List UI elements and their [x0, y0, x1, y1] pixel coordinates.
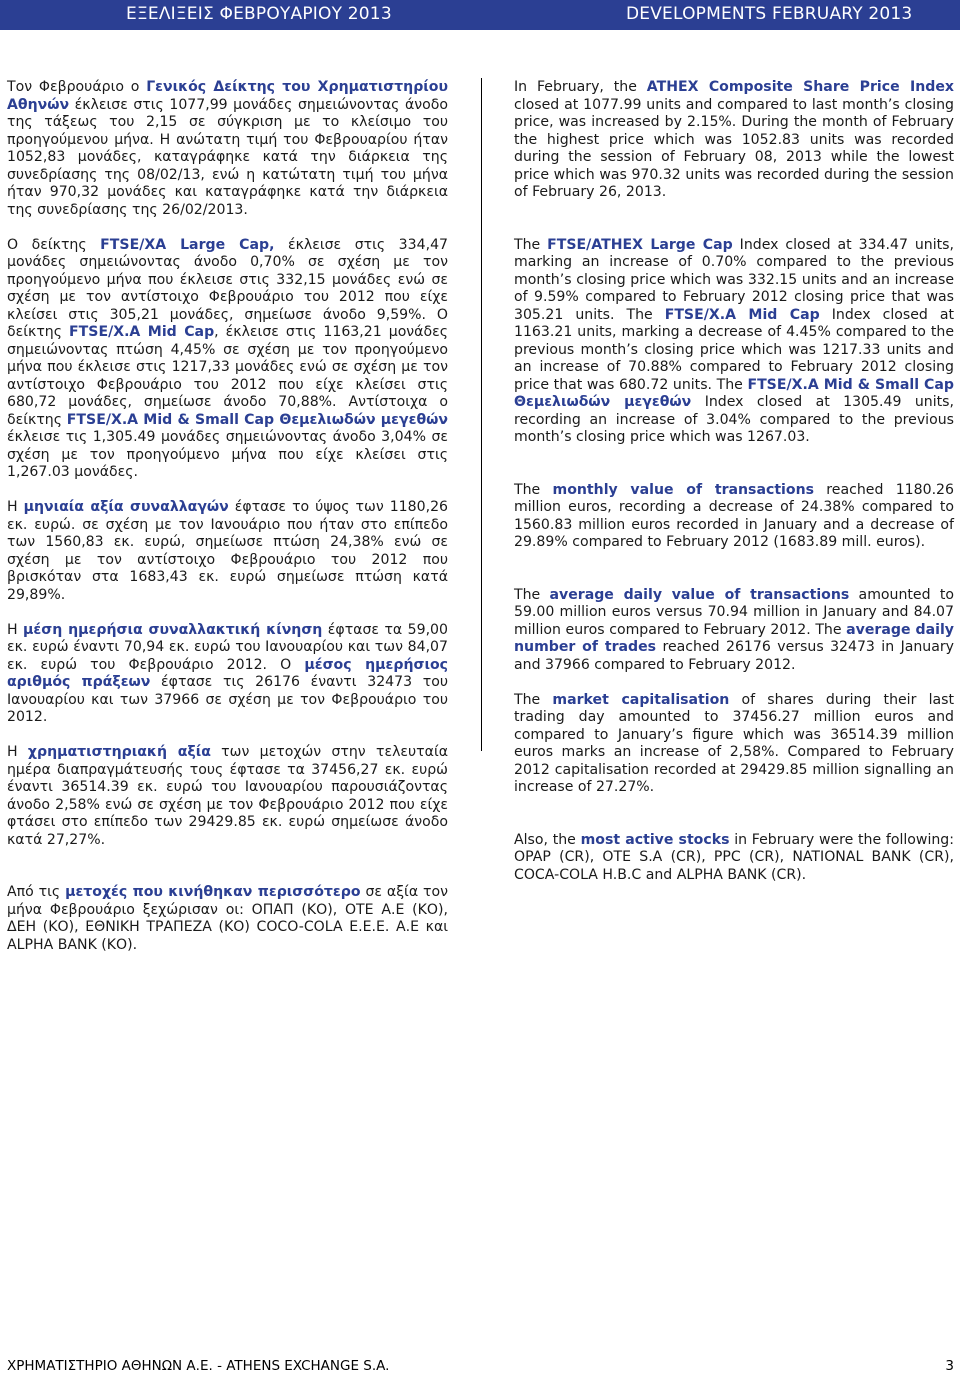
- english-paragraph-daily-activity: The average daily value of transactions amounted to 59.00 million euros versus 70.94 million in January and 84.07 million euros compared to February 2012. The average daily number of trades reached 26176 versus 32473 in January and 37966 compared to February 2012.: [514, 586, 954, 673]
- footer-organization: ΧΡΗΜΑΤΙΣΤΗΡΙΟ ΑΘΗΝΩΝ Α.Ε. - ATHENS EXCHANGE S.A.: [7, 1358, 390, 1374]
- english-paragraph-active-stocks: Also, the most active stocks in February were the following: OPAP (CR), OTE S.A (CR), PPC (CR), NATIONAL BANK (CR), COCA-COLA H.B.C and ALPHA BANK (CR).: [514, 831, 954, 883]
- greek-paragraph-market-cap: Η χρηματιστηριακή αξία των μετοχών στην τελευταία ημέρα διαπραγμάτευσής τους έφτασε τα 37456,27 εκ. ευρώ έναντι 36514.39 εκ. ευρώ του Ιανουαρίου παρουσιάζοντας άνοδο 2,58% ενώ σε σχέση με τον Φεβρουάριο 2012 που είχε φτάσει στο επίπεδο των 29429.85 εκ. ευρώ σημείωσε άνοδο κατά 27,27%.: [7, 744, 449, 848]
- greek-paragraph-monthly-value: Η μηνιαία αξία συναλλαγών έφτασε το ύψος των 1180,26 εκ. ευρώ. σε σχέση με τον Ιανουάριο που ήταν στο επίπεδο των 1560,83 εκ. ευρώ, σημείωσε πτώση 24,38% ενώ σε σχέση με τον αντίστοιχο Φεβρουάριο του 2012 που βρισκόταν στα 1683,43 εκ. ευρώ σημείωσε πτώση κατά 29,89%.: [7, 499, 448, 603]
- english-paragraph-market-cap: The market capitalisation of shares during their last trading day amounted to 37456.27 million euros and compared to January’s figure which was 36514.39 million euros marks an increase of 2,58%. Compared to February 2012 capitalisation recorded at 29429.85 million signalling an increase of 27.27%.: [514, 691, 954, 795]
- greek-paragraph-ftse-indices: Ο δείκτης FTSE/XA Large Cap, έκλεισε στις 334,47 μονάδες σημειώνοντας άνοδο 0,70% σε σχέση με τον προηγούμενο μήνα που έκλεισε στις 332,15 μονάδες ενώ σε σχέση με τον αντίστοιχο Φεβρουάριο του 2012 που είχε κλείσει στις 305,21 μονάδες, σημείωσε άνοδο 9,59%. Ο δείκτης FTSE/X.A Mid Cap, έκλεισε στις 1163,21 μονάδες σημειώνοντας πτώση 4,45% σε σχέση με τον προηγούμενο μήνα που έκλεισε στις 1217,33 μονάδες ενώ σε σχέση με τον αντίστοιχο Φεβρουάριο του 2012 που είχε κλείσει στις 680,72 μονάδες, σημείωσε άνοδο 70,88%. Αντίστοιχα ο δείκτης FTSE/X.A Mid & Small Cap Θεμελιωδών μεγεθών έκλεισε τις 1,305.49 μονάδες σημειώνοντας άνοδο 3,04% σε σχέση με τον προηγούμενο μήνα που είχε κλείσει στις 1,267.03 μονάδες.: [7, 236, 448, 480]
- greek-paragraph-active-stocks: Από τις μετοχές που κινήθηκαν περισσότερο σε αξία τον μήνα Φεβρουάριο ξεχώρισαν οι: ΟΠΑΠ (ΚΟ), ΟΤΕ Α.Ε (ΚΟ), ΔΕΗ (ΚΟ), ΕΘΝΙΚΗ ΤΡΑΠΕΖΑ (ΚΟ) COCO-COLA Ε.Ε.Ε. Α.Ε και ALPHA BANK (ΚΟ).: [7, 884, 448, 953]
- header-title-english: DEVELOPMENTS FEBRUARY 2013: [626, 4, 913, 24]
- greek-column: [7, 79, 448, 972]
- english-paragraph-monthly-value: The monthly value of transactions reached 1180.26 million euros, recording a decrease of 24.38% compared to 1560.83 million euros recorded in January and a decrease of 29.89% compared to February 2012 (1683.89 mill. euros).: [514, 481, 954, 550]
- english-paragraph-general-index: In February, the ATHEX Composite Share Price Index closed at 1077.99 units and compared to last month’s closing price, was increased by 2.15%. During the month of February the highest price which was 1052.83 units was recorded during the session of February 08, 2013 while the lowest price which was 970.32 units was recorded during the session of February 26, 2013.: [514, 79, 954, 200]
- english-column: [514, 79, 954, 902]
- page-number: 3: [945, 1358, 954, 1374]
- page-header: [0, 0, 960, 30]
- header-title-greek: ΕΞΕΛΙΞΕΙΣ ΦΕΒΡΟΥΑΡΙΟΥ 2013: [126, 4, 392, 24]
- greek-paragraph-daily-activity: Η μέση ημερήσια συναλλακτική κίνηση έφτασε τα 59,00 εκ. ευρώ έναντι 70,94 εκ. ευρώ του Ιανουαρίου και των 84,07 εκ. ευρώ του Φεβρουάριο 2012. Ο μέσος ημερήσιος αριθμός πράξεων έφτασε τις 26176 έναντι 32473 του Ιανουαρίου και των 37966 σε σχέση με τον Φεβρουάριο του 2012.: [7, 621, 449, 725]
- column-divider: [481, 78, 482, 751]
- greek-paragraph-general-index: Τον Φεβρουάριο ο Γενικός Δείκτης του Χρηματιστηρίου Αθηνών έκλεισε στις 1077,99 μονάδες σημειώνοντας άνοδο της τάξεως του 2,15 σε σύγκριση με το κλείσιμο του προηγούμενου μήνα. Η ανώτατη τιμή του Φεβρουαρίου ήταν 1052,83 μονάδες, καταγράφηκε κατά την διάρκεια της συνεδρίασης της 08/02/13, ενώ η κατώτατη τιμή του μήνα ήταν 970,32 μονάδες και καταγράφηκε κατά την διάρκεια της συνεδρίασης της 26/02/2013.: [7, 79, 448, 218]
- english-paragraph-ftse-indices: The FTSE/ATHEX Large Cap Index closed at 334.47 units, marking an increase of 0.70% compared to the previous month’s closing price which was 332.15 units and an increase of 9.59% compared to February 2012 closing price that was 305.21 units. The FTSE/X.A Mid Cap Index closed at 1163.21 units, marking a decrease of 4.45% compared to the previous month’s closing price which was 1217.33 units and an increase of 70.88% compared to February 2012 closing price that was 680.72 units. The FTSE/X.A Mid & Small Cap Θεμελιωδών μεγεθών Index closed at 1305.49 units, recording an increase of 3.04% compared to the previous month’s closing price which was 1267.03.: [514, 236, 955, 445]
